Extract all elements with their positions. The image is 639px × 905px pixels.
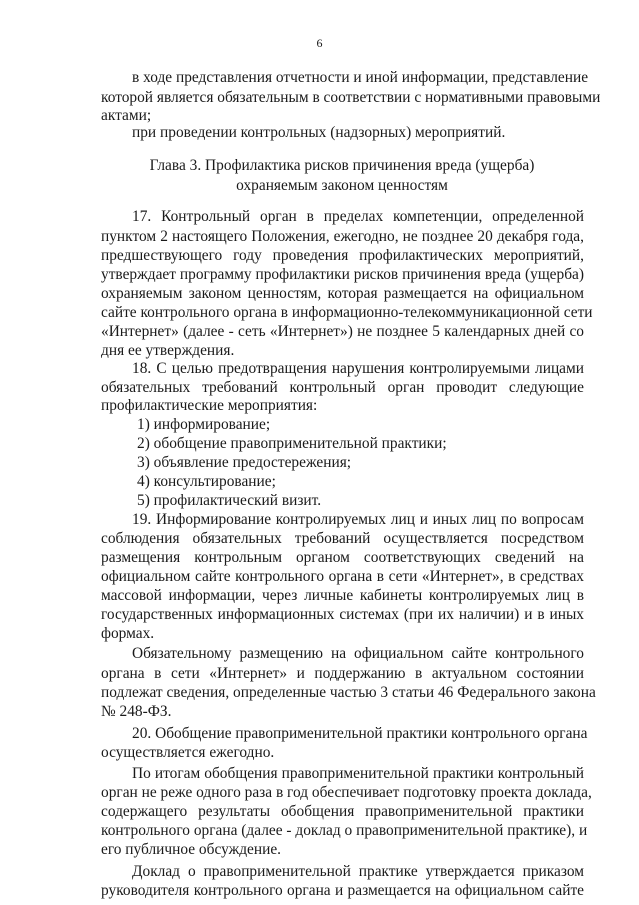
text-line: утверждает программу профилактики рисков причинения вреда (ущерба) [101,266,584,283]
text-line: «Интернет» (далее - сеть «Интернет») не позднее 5 календарных дней со [101,323,584,340]
text-line: массовой информации, через личные кабинеты контролируемых лиц в [101,587,584,604]
list-item: 4) консультирование; [137,473,276,490]
text-line: его публичное обсуждение. [101,841,282,858]
text-line: при проведении контрольных (надзорных) мероприятий. [132,124,506,141]
text-line: содержащего результаты обобщения правоприменительной практики [101,803,584,820]
text-line: профилактические мероприятия: [101,397,318,414]
chapter-title: охраняемым законом ценностям [236,177,448,194]
text-line: предшествующего году проведения профилактических мероприятий, [101,247,584,264]
text-line: пунктом 2 настоящего Положения, ежегодно, не позднее 20 декабря года, [101,228,584,245]
text-line: 17. Контрольный орган в пределах компетенции, определенной [132,208,584,225]
text-line: охраняемым законом ценностям, которая размещается на официальном [101,285,584,302]
text-line: формах. [101,625,155,642]
text-line: сайте контрольного органа в информационно-телекоммуникационной сети [101,304,593,321]
text-line: дня ее утверждения. [101,342,235,359]
page-number: 6 [316,36,323,50]
text-line: органа в сети «Интернет» и поддержанию в актуальном состоянии [101,665,584,682]
text-line: 20. Обобщение правоприменительной практики контрольного органа [132,725,588,742]
chapter-title: Глава 3. Профилактика рисков причинения вреда (ущерба) [149,157,535,174]
text-line: 19. Информирование контролируемых лиц и иных лиц по вопросам [132,511,584,528]
text-line: государственных информационных системах (при их наличии) и в иных [101,606,584,623]
text-line: орган не реже одного раза в год обеспечивает подготовку проекта доклада, [101,784,592,801]
list-item: 2) обобщение правоприменительной практики; [137,435,447,452]
text-line: подлежат сведения, определенные частью 3 статьи 46 Федерального закона [101,684,596,701]
text-line: 18. С целью предотвращения нарушения контролируемыми лицами [132,360,584,377]
list-item: 3) объявление предостережения; [137,454,352,471]
text-line: обязательных требований контрольный орган проводит следующие [101,379,584,396]
text-line: которой является обязательным в соответствии с нормативными правовыми [101,89,601,106]
text-line: Обязательному размещению на официальном сайте контрольного [132,645,584,662]
text-line: Доклад о правоприменительной практике утверждается приказом [132,863,584,880]
text-line: актами; [101,107,152,124]
text-line: № 248-ФЗ. [101,703,172,720]
text-line: По итогам обобщения правоприменительной практики контрольный [132,765,584,782]
text-line: в ходе представления отчетности и иной информации, представление [132,69,589,86]
text-line: осуществляется ежегодно. [101,744,275,761]
text-line: контрольного органа (далее - доклад о правоприменительной практике), и [101,822,588,839]
list-item: 1) информирование; [137,416,271,433]
text-line: соблюдения обязательных требований осуществляется посредством [101,530,584,547]
text-line: размещения контрольным органом соответствующих сведений на [101,549,584,566]
text-line: официальном сайте контрольного органа в сети «Интернет», в средствах [101,568,584,585]
list-item: 5) профилактический визит. [137,492,322,509]
text-line: руководителя контрольного органа и размещается на официальном сайте [101,882,584,899]
